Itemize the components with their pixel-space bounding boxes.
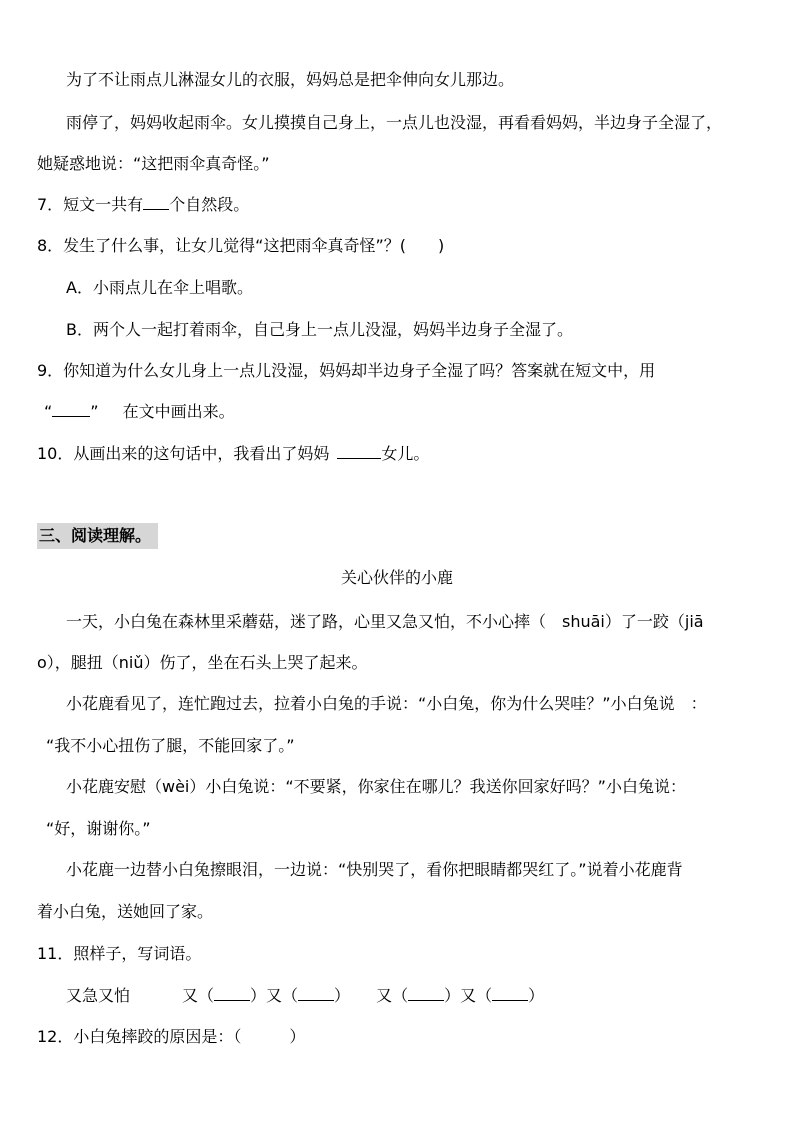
section-heading [37, 523, 158, 549]
story-paragraph-cont: “我不小心扭伤了腿，不能回家了。” [46, 736, 295, 755]
story-paragraph-cont: “好，谢谢你。” [46, 819, 151, 838]
question-11-example-row [66, 985, 544, 1007]
story-paragraph: 一天，小白兔在森林里采蘑菇，迷了路，心里又急又怕，不小心摔（ shuāi）了一跤（jiā [66, 612, 704, 631]
story-title: 关心伙伴的小鹿 [340, 568, 453, 587]
quote-open: “ [44, 402, 53, 421]
example-word: 又急又怕 [66, 986, 131, 1005]
quote-close: ” [90, 402, 99, 421]
question-7-text: 7．短文一共有 [37, 195, 144, 214]
answer-blank[interactable] [492, 985, 528, 1001]
question-9-cont [44, 401, 235, 423]
answer-blank[interactable] [143, 194, 169, 210]
answer-blank[interactable] [408, 985, 444, 1001]
story-paragraph: 小花鹿一边替小白兔擦眼泪，一边说：“快别哭了，看你把眼睛都哭红了。”说着小花鹿背 [66, 860, 683, 879]
question-9: 9．你知道为什么女儿身上一点儿没湿，妈妈却半边身子全湿了吗？答案就在短文中，用 [37, 361, 656, 380]
story-paragraph: 小花鹿安慰（wèi）小白兔说：“不要紧，你家住在哪儿？我送你回家好吗？”小白兔说： [66, 777, 686, 796]
answer-blank[interactable] [298, 985, 334, 1001]
story-paragraph-cont: o），腿扭（niǔ）伤了，坐在石头上哭了起来。 [37, 653, 368, 672]
passage-paragraph: 雨停了，妈妈收起雨伞。女儿摸摸自己身上，一点儿也没湿，再看看妈妈，半边身子全湿了， [66, 113, 723, 132]
story-paragraph-cont: 着小白兔，送她回了家。 [37, 902, 214, 921]
pattern-end: ） [528, 986, 545, 1005]
pattern-you: 又（ [182, 986, 215, 1005]
pattern-mid: ）又（ [444, 986, 493, 1005]
question-10-text-end: 女儿。 [381, 444, 430, 463]
question-8: 8．发生了什么事，让女儿觉得“这把雨伞真奇怪”？( ) [37, 236, 445, 255]
question-12: 12．小白兔摔跤的原因是：（ ） [37, 1027, 306, 1046]
section-heading-text: 三、阅读理解。 [39, 526, 152, 545]
question-8-option-a: A．小雨点儿在伞上唱歌。 [66, 278, 253, 297]
question-11: 11．照样子，写词语。 [37, 944, 202, 963]
pattern-end: ） [334, 986, 351, 1005]
answer-blank[interactable] [214, 985, 250, 1001]
underline-mark[interactable] [52, 401, 90, 417]
question-9-cont-text: 在文中画出来。 [122, 402, 235, 421]
question-7-text-end: 个自然段。 [169, 195, 250, 214]
pattern-you: 又（ [376, 986, 409, 1005]
passage-paragraph-cont: 她疑惑地说：“这把雨伞真奇怪。” [37, 154, 270, 173]
question-10-text: 10．从画出来的这句话中，我看出了妈妈 [37, 444, 330, 463]
passage-paragraph: 为了不让雨点儿淋湿女儿的衣服，妈妈总是把伞伸向女儿那边。 [66, 70, 515, 89]
question-10 [37, 443, 429, 465]
pattern-mid: ）又（ [250, 986, 299, 1005]
story-paragraph: 小花鹿看见了，连忙跑过去，拉着小白兔的手说：“小白兔，你为什么哭哇？”小白兔说 ： [66, 694, 707, 713]
answer-blank[interactable] [337, 443, 381, 459]
question-8-option-b: B．两个人一起打着雨伞，自己身上一点儿没湿，妈妈半边身子全湿了。 [66, 320, 573, 339]
question-7 [37, 194, 249, 216]
